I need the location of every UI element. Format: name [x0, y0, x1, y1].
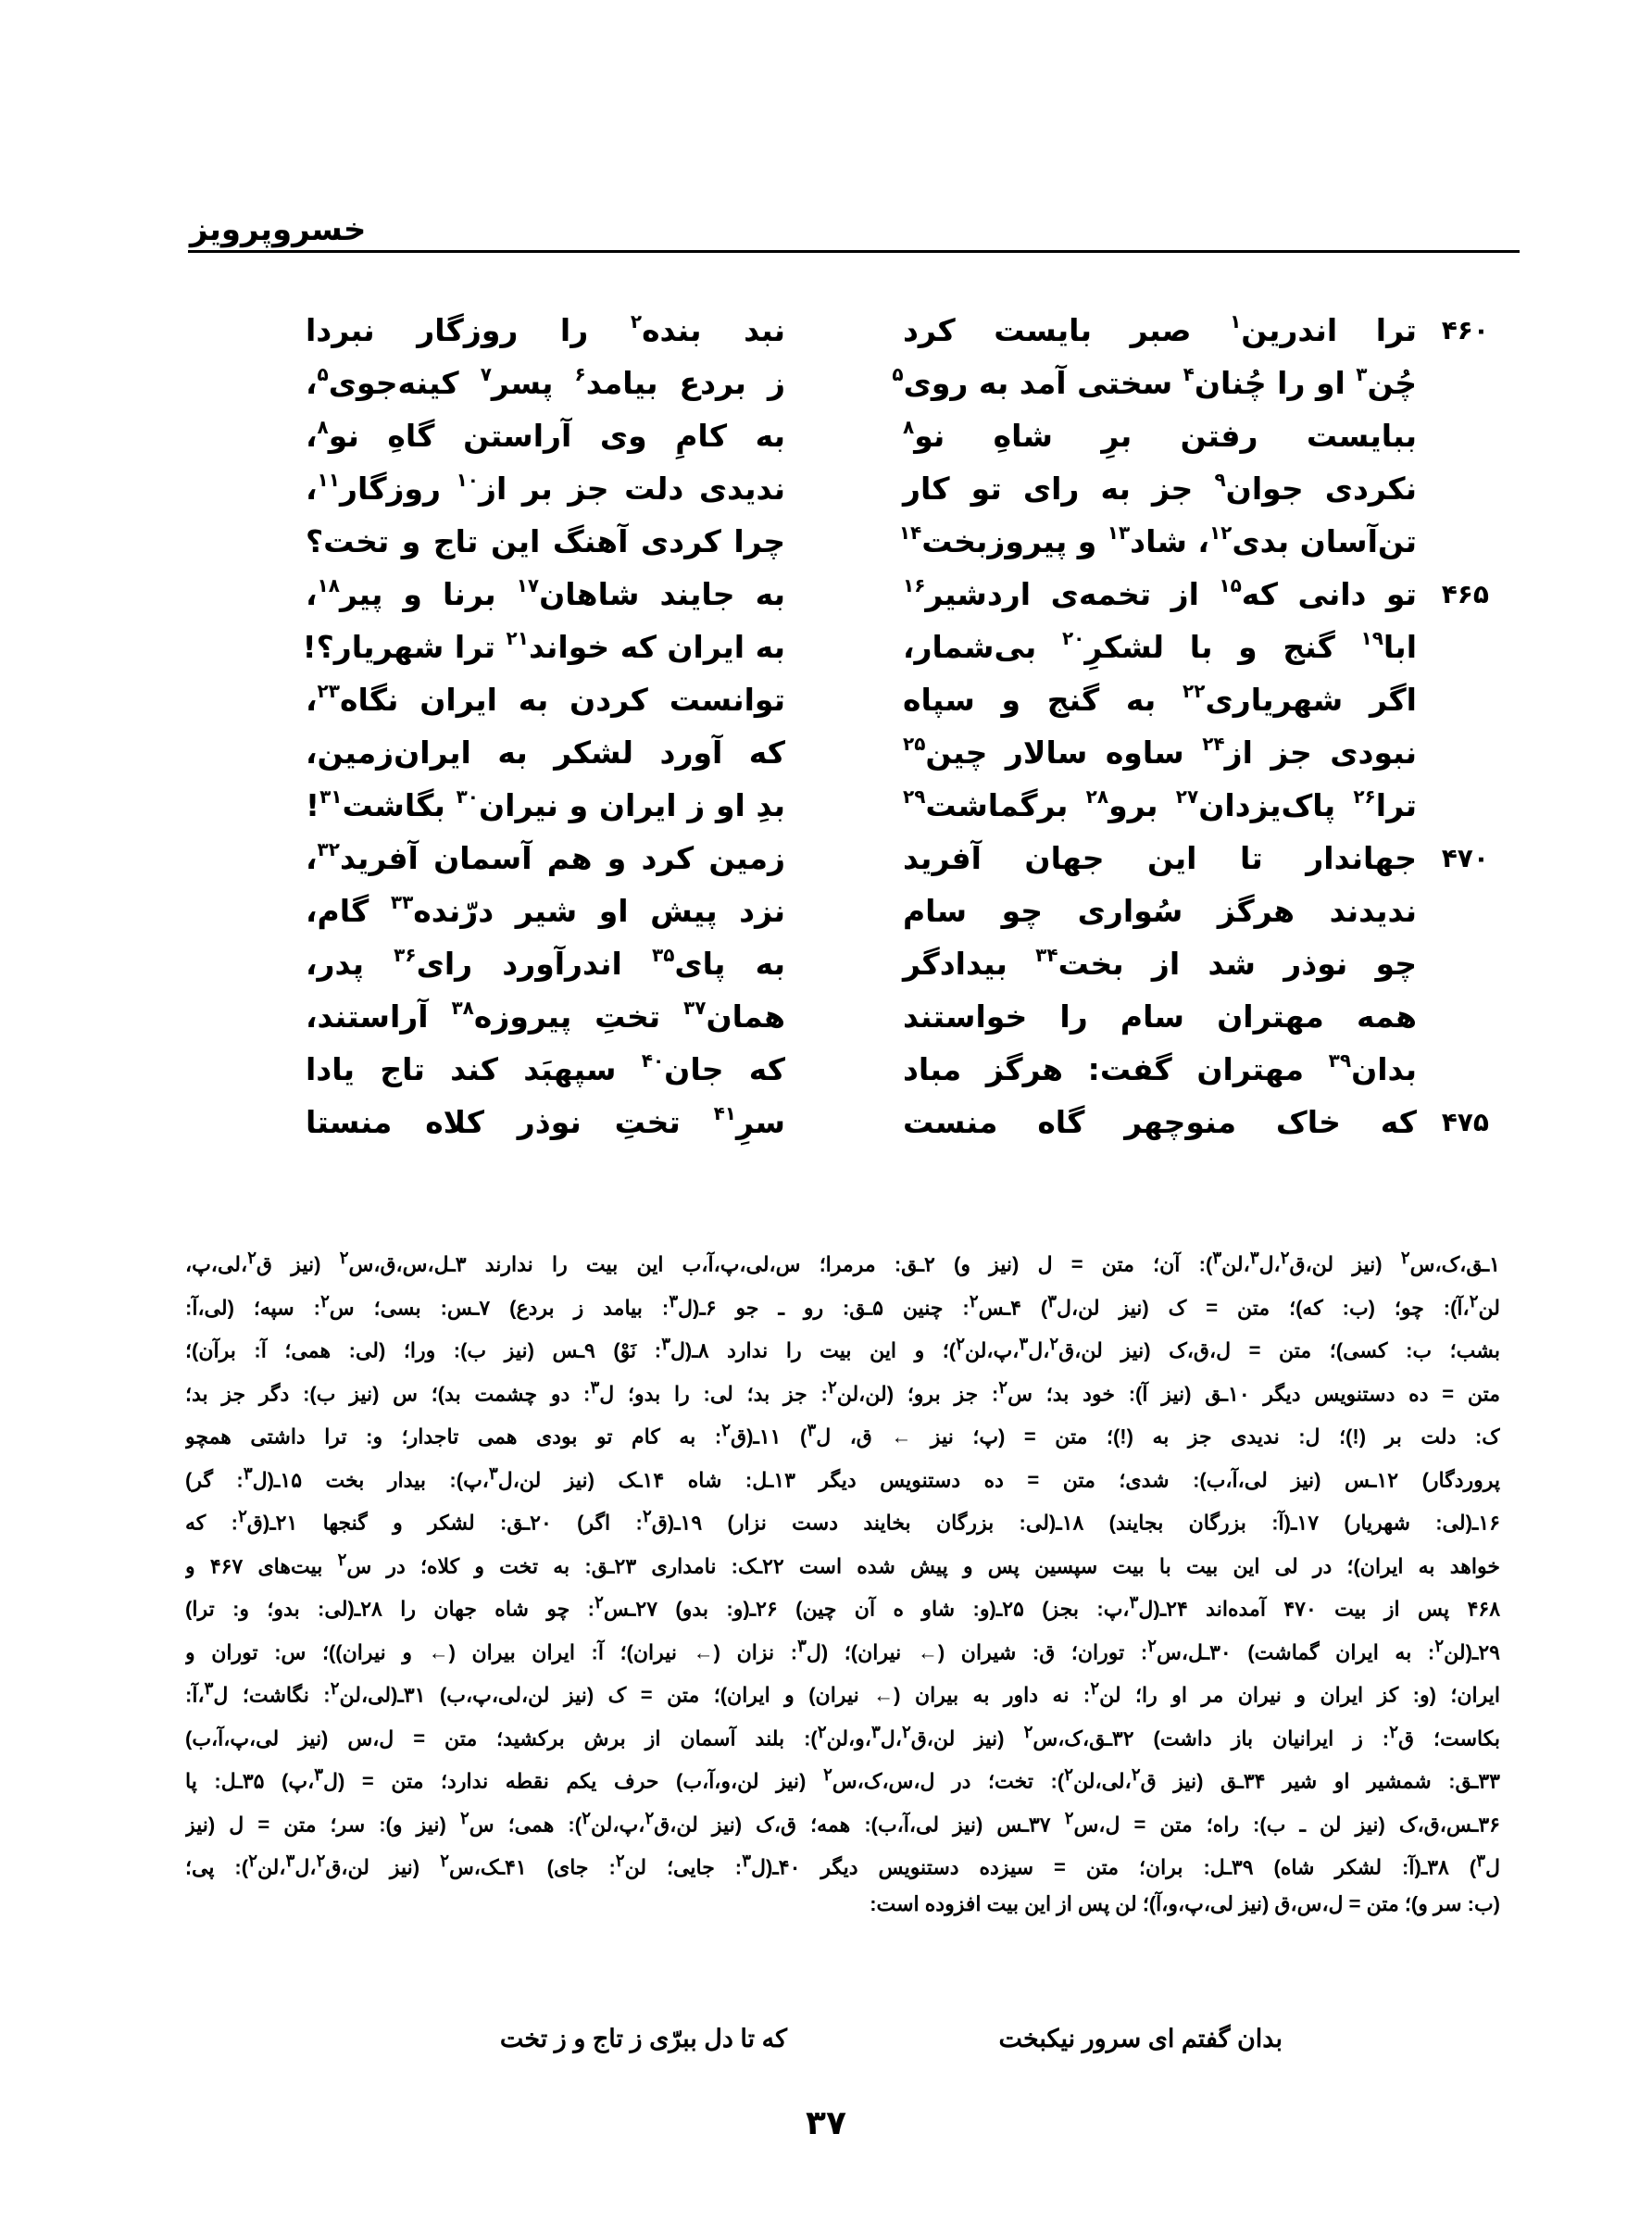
verse-column-first-hemistichs: [892, 304, 1418, 1148]
verse-line-number: ۴۶۵: [1441, 579, 1489, 609]
footnote-line: ۲۹ـ(لن$^۲$: به ایران گماشت) ۳۰ـل،س$^۲$: توران؛ ق: شیران (← نیران)؛ (ل$^۳$: نزان (← نیران)؛ آ: ایران بیران (← و نیران))؛ س: توران و: [185, 1635, 1500, 1663]
verse-line-number: ۴۷۵: [1441, 1107, 1489, 1137]
footnote-line: ل$^۳$) ۳۸ـ(آ: لشکر شاه) ۳۹ـل: بران؛ متن = سیزده دستنویس دیگر ۴۰ـ(ل$^۳$: جایی؛ لن$^۲$: جای) ۴۱ـک،س$^۲$ (نیز لن،ق$^۲$،ل$^۳$،لن$^۲$): پی؛: [185, 1851, 1500, 1879]
verse-second-hemistich: به پای$^{۳۵}$ اندرآورد رای$^{۳۶}$ پدر،: [306, 944, 785, 982]
added-verse-second-hemistich: که تا دل ببرّی ز تاج و ز تخت: [499, 2025, 787, 2052]
verse-second-hemistich: زمین کرد و هم آسمان آفرید$^{۳۲}$،: [306, 838, 785, 876]
page-number: ۳۷: [806, 2104, 846, 2142]
verse-column-second-hemistichs: [302, 304, 786, 1148]
footnote-line: بکاست؛ ق$^۲$: ز ایرانیان باز داشت) ۳۲ـق،ک،س$^۲$ (نیز لن،ق$^۲$،ل$^۳$،و،لن$^۲$): بلند آسمان از برش برکشید؛ متن = ل،س (نیز لی،پ،آ،ب): [185, 1721, 1500, 1750]
verse-second-hemistich: که آورد لشکر به ایران‌زمین،: [306, 734, 785, 771]
verse-second-hemistich: به جایند شاهان$^{۱۷}$ برنا و پیر$^{۱۸}$،: [306, 574, 785, 612]
verse-second-hemistich: به ایران که خواند$^{۲۱}$ ترا شهریار؟!: [302, 627, 785, 665]
footnote-line: پروردگار) ۱۲ـس (نیز لی،آ،ب): شدی؛ متن = ده دستنویس دیگر ۱۳ـل: شاه ۱۴ـک (نیز لن،ل$^۳$،پ): بیدار بخت ۱۵ـ(ل$^۳$: گر): [185, 1462, 1500, 1491]
verse-second-hemistich: سرِ$^{۴۱}$ تختِ نوذر کلاه منستا: [306, 1102, 785, 1140]
footnote-line: بشب؛ ب: کسی)؛ متن = ل،ق،ک (نیز لن،ق$^۲$،ل$^۳$،پ،لن$^۲$)؛ و این بیت را ندارد ۸ـ(ل$^۳$: نَوْ) ۹ـس (نیز ب): ورا؛ (لی: همی؛ آ: برآن)؛: [185, 1334, 1500, 1362]
verse-first-hemistich: ترا اندرین$^۱$ صبر بایست کرد: [903, 310, 1417, 348]
verse-second-hemistich: بدِ او ز ایران و نیران$^{۳۰}$ بگاشت$^{۳۱}$!: [306, 785, 785, 823]
verse-first-hemistich: همه مهتران سام را خواستند: [903, 998, 1417, 1035]
footnote-line: خواهد به ایران)؛ در لی این بیت با بیت سپسین پس و پیش شده است ۲۲ـک: نامداری ۲۳ـق: به تخت و کلاه؛ در س$^۲$ بیت‌های ۴۶۷ و: [185, 1549, 1500, 1577]
verse-first-hemistich: تن‌آسان بدی$^{۱۲}$، شاد$^{۱۳}$ و پیروزبخت$^{۱۴}$: [898, 521, 1417, 559]
verse-second-hemistich: به کامِ وی آراستن گاهِ نو$^۸$،: [306, 416, 785, 454]
verse-line-number: ۴۷۰: [1441, 843, 1489, 873]
verse-first-hemistich: اگر شهریاری$^{۲۲}$ به گنج و سپاه: [903, 680, 1417, 718]
verse-first-hemistich: ببایست رفتن برِ شاهِ نو$^۸$: [903, 416, 1417, 454]
verse-first-hemistich: نکردی جوان$^۹$ جز به رای تو کار: [903, 469, 1417, 507]
verse-first-hemistich: چُن$^۳$ او را چُنان$^۴$ سختی آمد به روی$^۵$: [892, 363, 1417, 401]
footnote-line: (ب: سر و)؛ متن = ل،س،ق (نیز لی،پ،و،آ)؛ لن پس از این بیت افزوده است:: [870, 1891, 1500, 1915]
verse-first-hemistich: ندیدند هرگز سُواری چو سام: [903, 893, 1417, 929]
footnote-line: ک: دلت بر (!)؛ ل: ندیدی جز به (!)؛ متن = (پ؛ نیز ← ق، ل$^۳$) ۱۱ـ(ق$^۲$: به کام تو بودی همی تاجدار؛ و: ترا داشتی همچو: [185, 1420, 1500, 1449]
verse-first-hemistich: جهاندار تا این جهان آفرید: [903, 840, 1417, 876]
verse-first-hemistich: بدان$^{۳۹}$ مهتران گفت: هرگز مباد: [903, 1049, 1417, 1087]
verse-first-hemistich: که خاک منوچهر گاه منست: [903, 1104, 1417, 1140]
footnote-line: متن = ده دستنویس دیگر ۱۰ـق (نیز آ): خود بد؛ س$^۲$: جز برو؛ (لن،لن$^۲$: جز بد؛ لی: را بدو؛ ل$^۳$: دو چشمت بد)؛ س (نیز ب): دگر جز بد؛: [185, 1376, 1500, 1405]
added-verse: [185, 2015, 1500, 2062]
verse-second-hemistich: که جان$^{۴۰}$ سپهبَد کند تاج یادا: [306, 1049, 785, 1087]
verse-second-hemistich: توانست کردن به ایران نگاه$^{۲۳}$،: [306, 680, 785, 718]
verse-line-number: ۴۶۰: [1441, 315, 1489, 345]
footnote-line: لن$^۲$،آ): چو؛ (ب: که)؛ متن = ک (نیز لن،ل$^۳$) ۴ـس$^۲$: چنین ۵ـق: رو ـ جو ۶ـ(ل$^۳$: بیامد ز بردع) ۷ـس: بسی؛ س$^۲$: سپه؛ (لی،آ:: [185, 1290, 1500, 1319]
footnote-line: ۴۶۸ پس از بیت ۴۷۰ آمده‌اند ۲۴ـ(ل$^۳$،پ: بجز) ۲۵ـ(و: شاو ه آن چین) ۲۶ـ(و: بدو) ۲۷ـس$^۲$: چو شاه جهان را ۲۸ـ(لی: بدو؛ و: ترا): [185, 1592, 1500, 1621]
verse-second-hemistich: ز بردع بیامد$^۶$ پسر$^۷$ کینه‌جوی$^۵$،: [306, 363, 785, 401]
verse-second-hemistich: نبد بنده$^۲$ را روزگار نبردا: [306, 310, 785, 348]
verse-second-hemistich: چرا کردی آهنگ این تاج و تخت؟: [306, 523, 785, 559]
verse-second-hemistich: ندیدی دلت جز بر از$^{۱۰}$ روزگار$^{۱۱}$،: [306, 469, 786, 507]
footnote-line: ایران؛ (و: کز ایران و نیران مر او را؛ لن$^۲$: نه داور به بیران (← نیران) و ایران)؛ متن = ک (نیز لن،لی،پ،ب) ۳۱ـ(لی،لن$^۲$: نگاشت؛ ل$^۳$،آ:: [185, 1678, 1500, 1707]
verse-second-hemistich: نزد پیش او شیر درّنده$^{۳۳}$ گام،: [306, 891, 785, 929]
verse-first-hemistich: ابا$^{۱۹}$ گنج و با لشکرِ$^{۲۰}$ بی‌شمار،: [903, 627, 1417, 665]
verse-first-hemistich: ترا$^{۲۶}$ پاک‌یزدان$^{۲۷}$ برو$^{۲۸}$ برگماشت$^{۲۹}$: [903, 785, 1417, 823]
verse-second-hemistich: همان$^{۳۷}$ تختِ پیروزه$^{۳۸}$ آراستند،: [306, 997, 786, 1035]
footnote-line: ۳۶ـس،ق،ک (نیز لن ـ ب): راه؛ متن = ل،س$^۲$ ۳۷ـس (نیز لی،آ،ب): همه؛ ق،ک (نیز لن،ق$^۲$،پ،لن$^۲$): همی؛ س$^۲$ (نیز و): سر؛ متن = ل (نیز: [185, 1807, 1500, 1836]
footnote-line: ۱۶ـ(لی: شهریار) ۱۷ـ(آ: بزرگان بجایند) ۱۸ـ(لی: بزرگان بخایند دست نزار) ۱۹ـ(ق$^۲$: اگر) ۲۰ـق: لشکر و گنجها ۲۱ـ(ق$^۲$: که: [185, 1506, 1500, 1535]
header-rule: [188, 250, 1520, 253]
running-head-title: خسروپرویز: [190, 211, 367, 248]
footnotes: [185, 1236, 1500, 1926]
added-verse-first-hemistich: بدان گفتم ای سرور نیکبخت: [998, 2025, 1283, 2052]
footnote-line: ۱ـق،ک،س$^۲$ (نیز لن،ق$^۲$،ل$^۳$،لن$^۳$): آن؛ متن = ل (نیز و) ۲ـق: مرمرا؛ س،لی،پ،آ،ب این بیت را ندارند ۳ـل،س،ق،س$^۲$ (نیز ق$^۲$،لی،پ،: [185, 1248, 1500, 1276]
verse-first-hemistich: نبودی جز از$^{۲۴}$ ساوه سالار چین$^{۲۵}$: [903, 733, 1417, 771]
verse-first-hemistich: چو نوذر شد از بخت$^{۳۴}$ بیدادگر: [903, 944, 1418, 982]
footnote-line: ۳۳ـق: شمشیر او شیر ۳۴ـق (نیز ق$^۲$،لی،لن$^۲$): تخت؛ در ل،س،ک،س$^۲$ (نیز لن،و،آ،ب) حرف یکم نقطه ندارد؛ متن = (ل$^۳$،پ) ۳۵ـل: پا: [185, 1764, 1500, 1793]
verse-first-hemistich: تو دانی که$^{۱۵}$ از تخمه‌ی اردشیر$^{۱۶}$: [903, 574, 1417, 612]
